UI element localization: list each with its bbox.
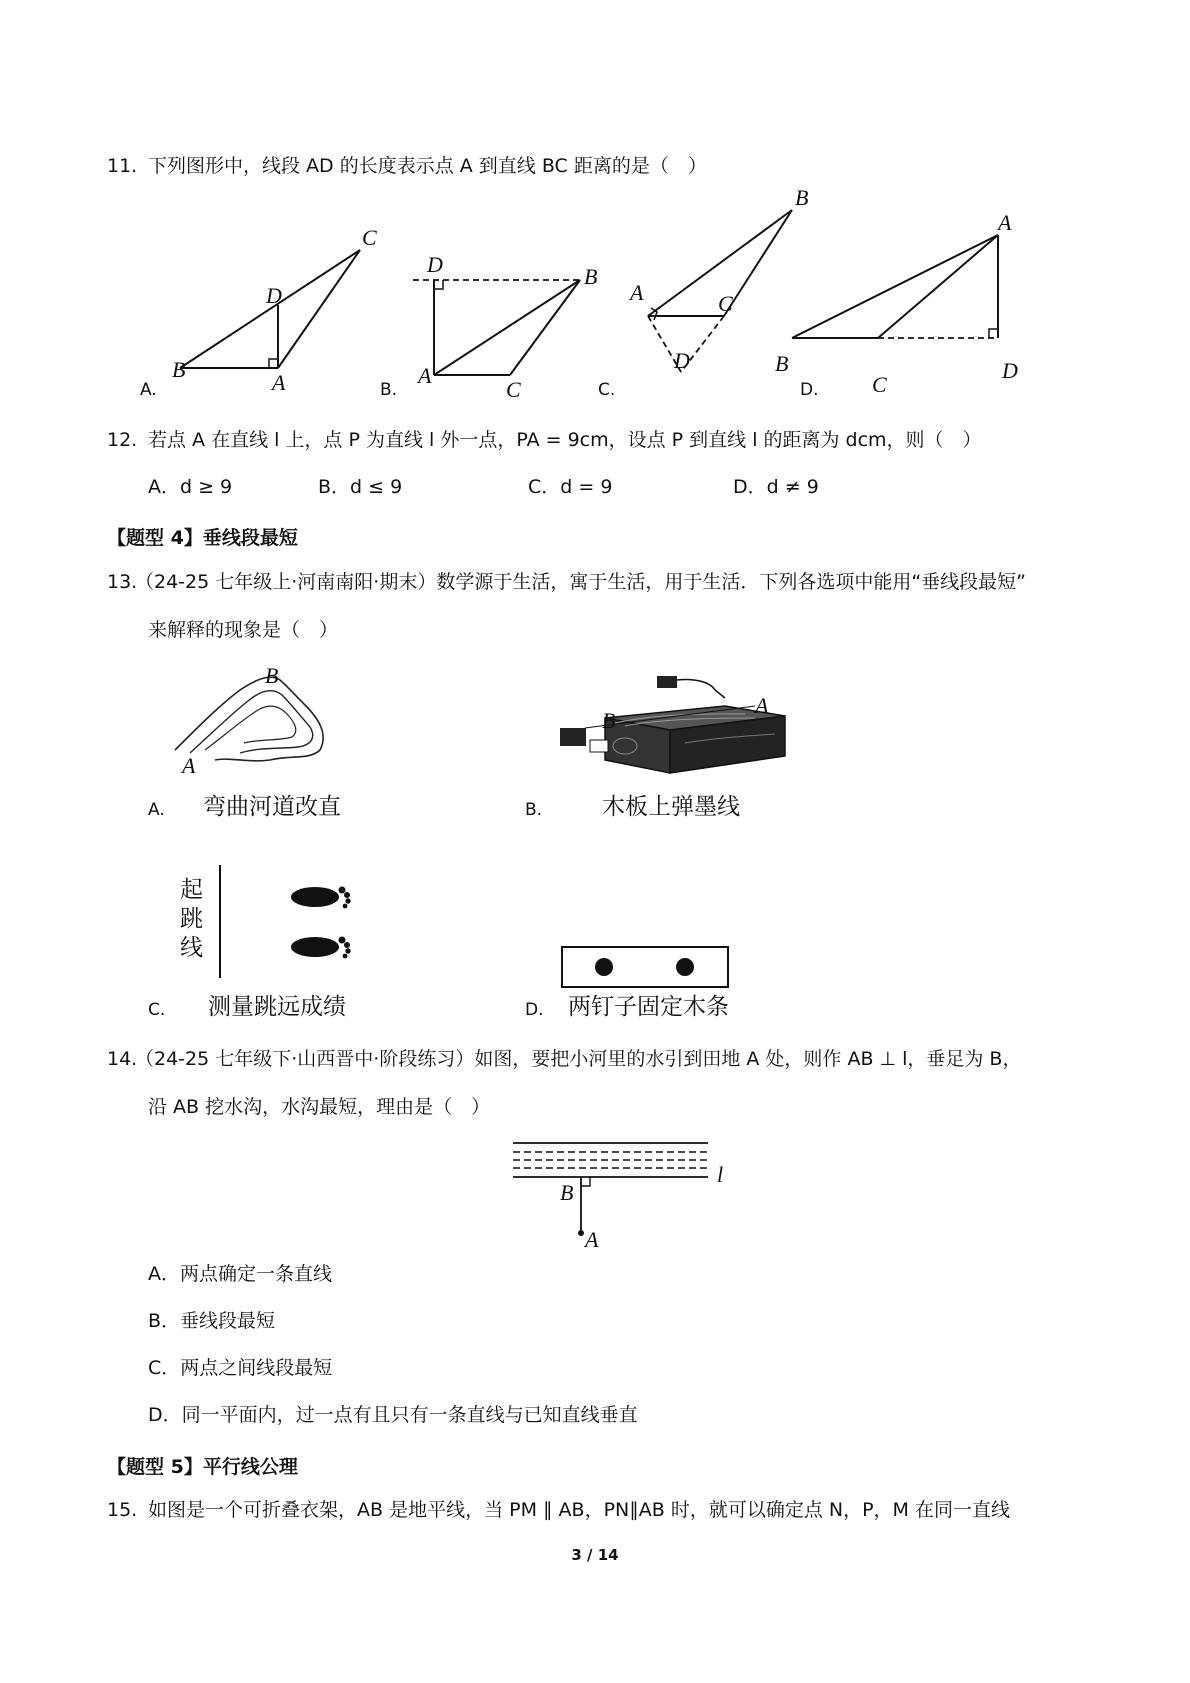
q11-figure-b xyxy=(413,252,597,402)
q12-text: 若点 A 在直线 l 上，点 P 为直线 l 外一点，PA = 9cm，设点 P 到直线 l 的距离为 dcm，则（ ） xyxy=(148,429,982,451)
q15-number: 15. xyxy=(107,1499,138,1521)
q14-option-c[interactable]: C．两点之间线段最短 xyxy=(148,1357,333,1379)
label-b: B xyxy=(602,708,616,733)
q14-number: 14. xyxy=(107,1048,138,1070)
q11-option-b[interactable]: B. xyxy=(380,380,398,400)
label-b: B xyxy=(265,665,279,688)
label-a: A xyxy=(755,693,769,718)
label-a: A xyxy=(585,1227,599,1250)
jump-line-char-2: 跳 xyxy=(180,906,203,932)
label-d: D xyxy=(266,283,282,308)
label-a: A xyxy=(998,210,1012,235)
river-illustration xyxy=(170,665,340,780)
section-heading-4: 【题型 4】垂线段最短 xyxy=(107,527,298,549)
label-d: D xyxy=(674,348,690,373)
label-d: D xyxy=(1002,358,1018,383)
label-a: A xyxy=(630,280,644,305)
jump-line-char-1: 起 xyxy=(180,877,203,903)
footprint-bottom xyxy=(291,937,351,959)
q11-option-a[interactable]: A. xyxy=(140,380,157,400)
jump-line-char-3: 线 xyxy=(180,935,203,961)
label-b: B xyxy=(795,190,809,210)
label-c: C xyxy=(362,225,377,250)
q11-option-d[interactable]: D. xyxy=(800,380,819,400)
q14-text-line1: （24-25 七年级下·山西晋中·阶段练习）如图，要把小河里的水引到田地 A 处，则作 AB ⊥ l，垂足为 B， xyxy=(135,1048,1022,1070)
q13-text-line2: 来解释的现象是（ ） xyxy=(148,619,339,641)
q11-figure-c xyxy=(628,190,808,373)
label-b: B xyxy=(584,264,598,289)
jump-illustration xyxy=(210,860,360,985)
section-heading-5: 【题型 5】平行线公理 xyxy=(107,1456,298,1478)
label-c: C xyxy=(872,372,887,397)
q13-number: 13. xyxy=(107,571,138,593)
label-c: C xyxy=(506,377,521,402)
q12-option-c[interactable]: C．d = 9 xyxy=(528,476,613,498)
q11-figures xyxy=(130,190,1060,410)
q13-option-a-caption: 弯曲河道改直 xyxy=(203,794,341,820)
q12-option-b[interactable]: B．d ≤ 9 xyxy=(318,476,403,498)
q14-option-d[interactable]: D．同一平面内，过一点有且只有一条直线与已知直线垂直 xyxy=(148,1404,638,1426)
q13-option-c-caption: 测量跳远成绩 xyxy=(208,994,346,1020)
footprint-top xyxy=(291,887,351,909)
jump-line-label xyxy=(180,876,203,963)
label-a: A xyxy=(272,370,286,395)
q12-option-d[interactable]: D．d ≠ 9 xyxy=(733,476,819,498)
q15-text: 如图是一个可折叠衣架，AB 是地平线，当 PM ∥ AB，PN∥AB 时，就可以确定点 N，P，M 在同一直线 xyxy=(148,1499,1010,1521)
q11-text: 下列图形中，线段 AD 的长度表示点 A 到直线 BC 距离的是（ ） xyxy=(148,155,707,177)
q12-number: 12. xyxy=(107,429,138,451)
q13-option-d-letter[interactable]: D. xyxy=(525,1000,544,1020)
board-illustration xyxy=(555,668,800,793)
q14-option-a[interactable]: A．两点确定一条直线 xyxy=(148,1263,332,1285)
label-b: B xyxy=(172,357,186,382)
q12-option-a[interactable]: A．d ≥ 9 xyxy=(148,476,233,498)
label-l: l xyxy=(717,1162,724,1187)
q11-option-c[interactable]: C. xyxy=(598,380,616,400)
q14-text-line2: 沿 AB 挖水沟，水沟最短，理由是（ ） xyxy=(148,1096,491,1118)
q13-option-a-letter[interactable]: A. xyxy=(148,800,165,820)
nails-illustration xyxy=(560,945,730,990)
q13-option-b-caption: 木板上弹墨线 xyxy=(602,794,740,820)
label-a: A xyxy=(182,753,196,778)
label-b: B xyxy=(775,351,789,376)
label-a: A xyxy=(418,363,432,388)
q13-text-line1: （24-25 七年级上·河南南阳·期末）数学源于生活，寓于生活，用于生活．下列各选项中能用“垂线段最短” xyxy=(135,571,1027,593)
label-d: D xyxy=(427,252,443,277)
q14-option-b[interactable]: B．垂线段最短 xyxy=(148,1310,276,1332)
q11-figure-d xyxy=(775,210,1018,397)
q13-option-d-caption: 两钉子固定木条 xyxy=(568,994,729,1020)
label-c: C xyxy=(718,291,733,316)
q13-option-b-letter[interactable]: B. xyxy=(525,800,543,820)
q11-number: 11. xyxy=(107,155,138,177)
page-number: 3 / 14 xyxy=(571,1546,619,1564)
river-field-diagram xyxy=(505,1135,735,1250)
label-b: B xyxy=(560,1180,574,1205)
q11-figure-a xyxy=(172,225,377,395)
q13-option-c-letter[interactable]: C. xyxy=(148,1000,166,1020)
